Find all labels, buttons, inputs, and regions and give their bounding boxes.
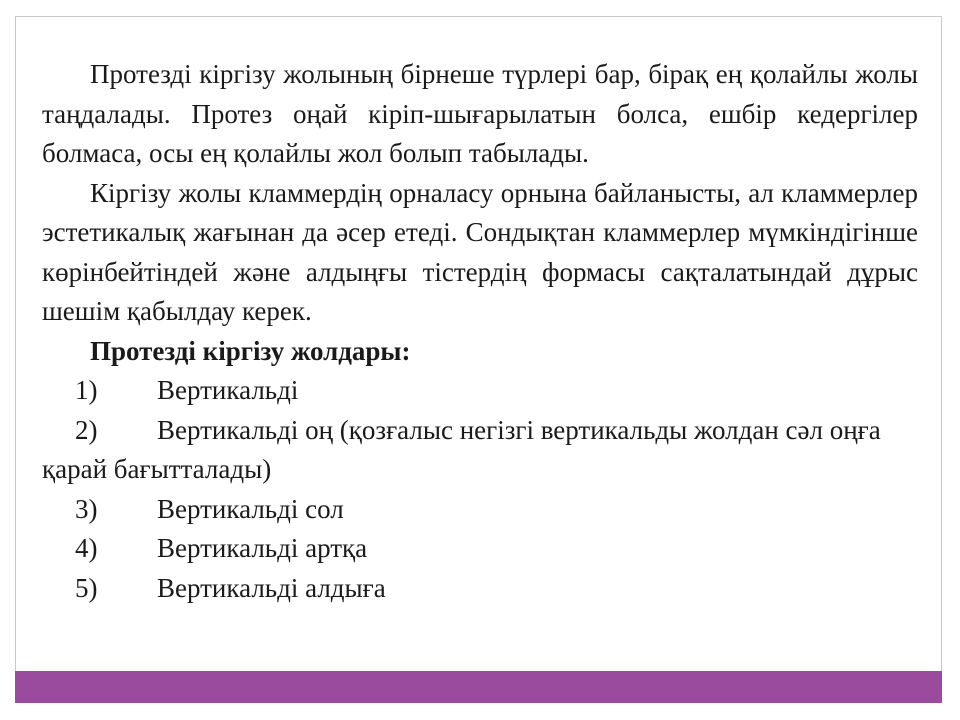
list-item [42, 569, 918, 609]
list-item-text: Вертикальді оң (қозғалыс негізгі вертикальды жолдан сәл оңға қарай бағытталады) [42, 414, 881, 484]
insertion-ways-list [42, 371, 918, 608]
slide-content [42, 55, 918, 608]
list-item-text: Вертикальді алдыға [157, 572, 386, 603]
list-item-number: 3) [75, 493, 98, 524]
list-item-text: Вертикальді артқа [157, 533, 368, 563]
list-item [42, 490, 918, 530]
list-item [42, 371, 918, 411]
list-item-text: Вертикальді [157, 375, 299, 405]
list-item-number: 2) [75, 414, 98, 445]
list-item-text: Вертикальді сол [157, 493, 344, 524]
bottom-accent-bar [15, 671, 942, 703]
list-item-number: 5) [75, 572, 98, 603]
list-item [42, 529, 918, 569]
list-item-number: 4) [75, 533, 98, 563]
paragraph-insertion-ways: Протезді кіргізу жолының бірнеше түрлері бар, бірақ ең қолайлы жолы таңдалады. Протез оңай кіріп-шығарылатын болса, ешбір кедергілер болмаса, осы ең қолайлы жол болып табылады. [42, 59, 918, 168]
list-heading: Протезді кіргізу жолдары: [90, 335, 411, 366]
list-item [42, 411, 918, 490]
list-item-number: 1) [75, 375, 98, 405]
paragraph-clasp-location: Кіргізу жолы кламмердің орналасу орнына байланысты, ал кламмерлер эстетикалық жағынан да әсер етеді. Сондықтан кламмерлер мүмкіндігінше көрінбейтіндей және алдыңғы тістердің формасы сақталатындай дұрыс шешім қабылдау керек. [42, 177, 918, 326]
